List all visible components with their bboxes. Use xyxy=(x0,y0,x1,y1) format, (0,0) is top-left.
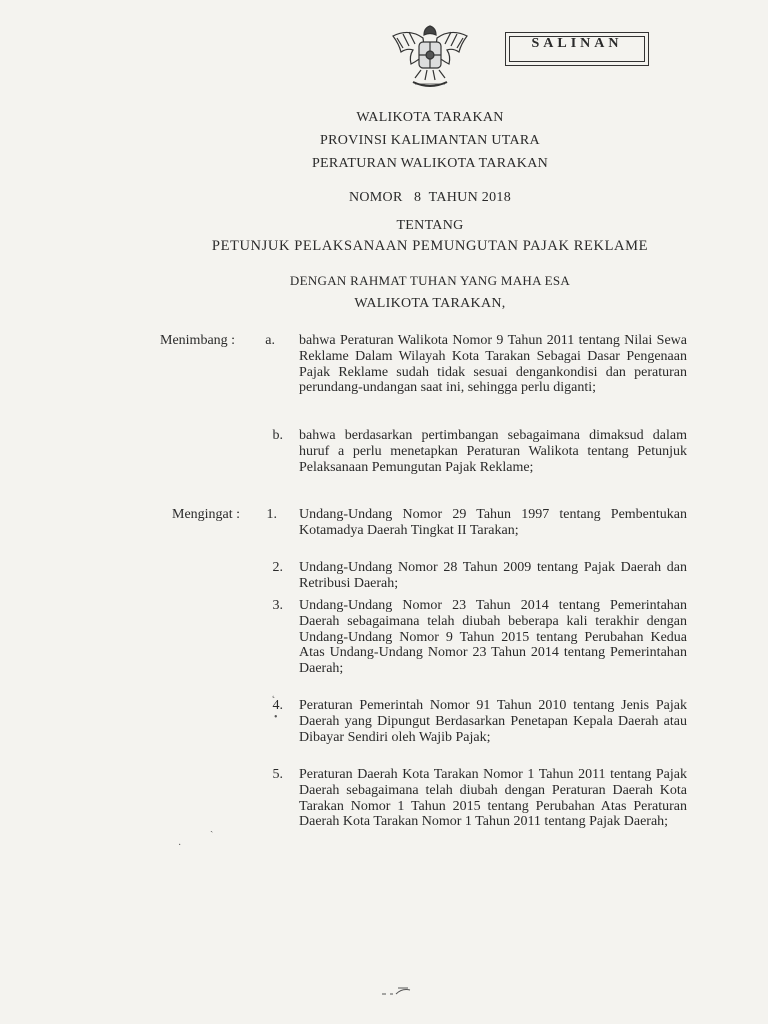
salinan-stamp xyxy=(505,32,649,66)
mengingat-item-4-text: Peraturan Pemerintah Nomor 91 Tahun 2010 tentang Jenis Pajak Daerah yang Dipungut Berdasarkan Penetapan Kepala Daerah atau Dibayar Sendiri oleh Wajib Pajak; xyxy=(299,698,687,745)
header-peraturan: PERATURAN WALIKOTA TARAKAN xyxy=(311,156,549,171)
menimbang-item-a xyxy=(299,333,687,396)
mengingat-marker-3: 3. xyxy=(272,598,283,613)
scan-speck: • xyxy=(274,712,278,723)
header-nomor: NOMOR 8 TAHUN 2018 xyxy=(348,190,512,205)
header-walikota-signatory: WALIKOTA TARAKAN, xyxy=(354,296,506,311)
mengingat-item-1 xyxy=(299,507,687,539)
mengingat-item-2-text: Undang-Undang Nomor 28 Tahun 2009 tentang Pajak Daerah dan Retribusi Daerah; xyxy=(299,560,687,591)
mengingat-marker-5: 5. xyxy=(272,767,283,782)
header-walikota: WALIKOTA TARAKAN xyxy=(356,110,504,125)
mengingat-label: Mengingat : xyxy=(172,507,241,522)
mengingat-item-3 xyxy=(299,598,687,677)
scan-speck: ˛ xyxy=(272,688,276,699)
header-rahmat: DENGAN RAHMAT TUHAN YANG MAHA ESA xyxy=(289,273,571,288)
mengingat-item-3-text: Undang-Undang Nomor 23 Tahun 2014 tentang Pemerintahan Daerah sebagaimana telah diubah beberapa kali terakhir dengan Undang-Undang Nomor 9 Tahun 2015 tentang Perubahan Kedua Atas Undang-Undang Nomor 23 Tahun 2014 tentang Pemerintahan Daerah; xyxy=(299,598,687,677)
mengingat-item-4 xyxy=(299,698,687,745)
menimbang-label: Menimbang : xyxy=(160,333,236,348)
salinan-stamp-inner-border xyxy=(509,36,645,62)
scan-speck: · xyxy=(178,840,182,851)
mengingat-marker-4: 4. xyxy=(272,698,283,713)
menimbang-item-b-text: bahwa berdasarkan pertimbangan sebagaimana dimaksud dalam huruf a perlu menetapkan Peraturan Walikota tentang Petunjuk Pelaksanaan Pemungutan Pajak Reklame; xyxy=(299,428,687,475)
header-provinsi: PROVINSI KALIMANTAN UTARA xyxy=(320,133,540,148)
scan-speck: ˎ xyxy=(210,822,214,833)
mengingat-item-1-text: Undang-Undang Nomor 29 Tahun 1997 tentang Pembentukan Kotamadya Daerah Tingkat II Tarakan; xyxy=(299,507,687,538)
mengingat-item-2 xyxy=(299,560,687,592)
garuda-emblem-icon xyxy=(385,18,475,98)
scan-scribble-mark xyxy=(380,984,420,998)
document-title: PETUNJUK PELAKSANAAN PEMUNGUTAN PAJAK REKLAME xyxy=(211,238,649,254)
mengingat-marker-2: 2. xyxy=(272,560,283,575)
mengingat-marker-1: 1. xyxy=(266,507,277,522)
menimbang-item-a-text: bahwa Peraturan Walikota Nomor 9 Tahun 2011 tentang Nilai Sewa Reklame Dalam Wilayah Kota Tarakan Sebagai Dasar Pengenaan Pajak Reklame sudah tidak sesuai dengankondisi dan peraturan perundang-undangan saat ini, sehingga perlu diganti; xyxy=(299,333,687,396)
menimbang-marker-b: b. xyxy=(272,428,283,443)
mengingat-item-5 xyxy=(299,767,687,830)
menimbang-item-b xyxy=(299,428,687,475)
mengingat-item-5-text: Peraturan Daerah Kota Tarakan Nomor 1 Tahun 2011 tentang Pajak Daerah sebagaimana telah diubah dengan Peraturan Daerah Kota Tarakan Nomor 1 Tahun 2015 tentang Perubahan Atas Peraturan Daerah Kota Tarakan Nomor 1 Tahun 2011 tentang Pajak Daerah; xyxy=(299,767,687,830)
menimbang-marker-a: a. xyxy=(265,333,275,348)
salinan-stamp-text: SALINAN xyxy=(531,36,623,51)
header-tentang: TENTANG xyxy=(396,218,464,233)
